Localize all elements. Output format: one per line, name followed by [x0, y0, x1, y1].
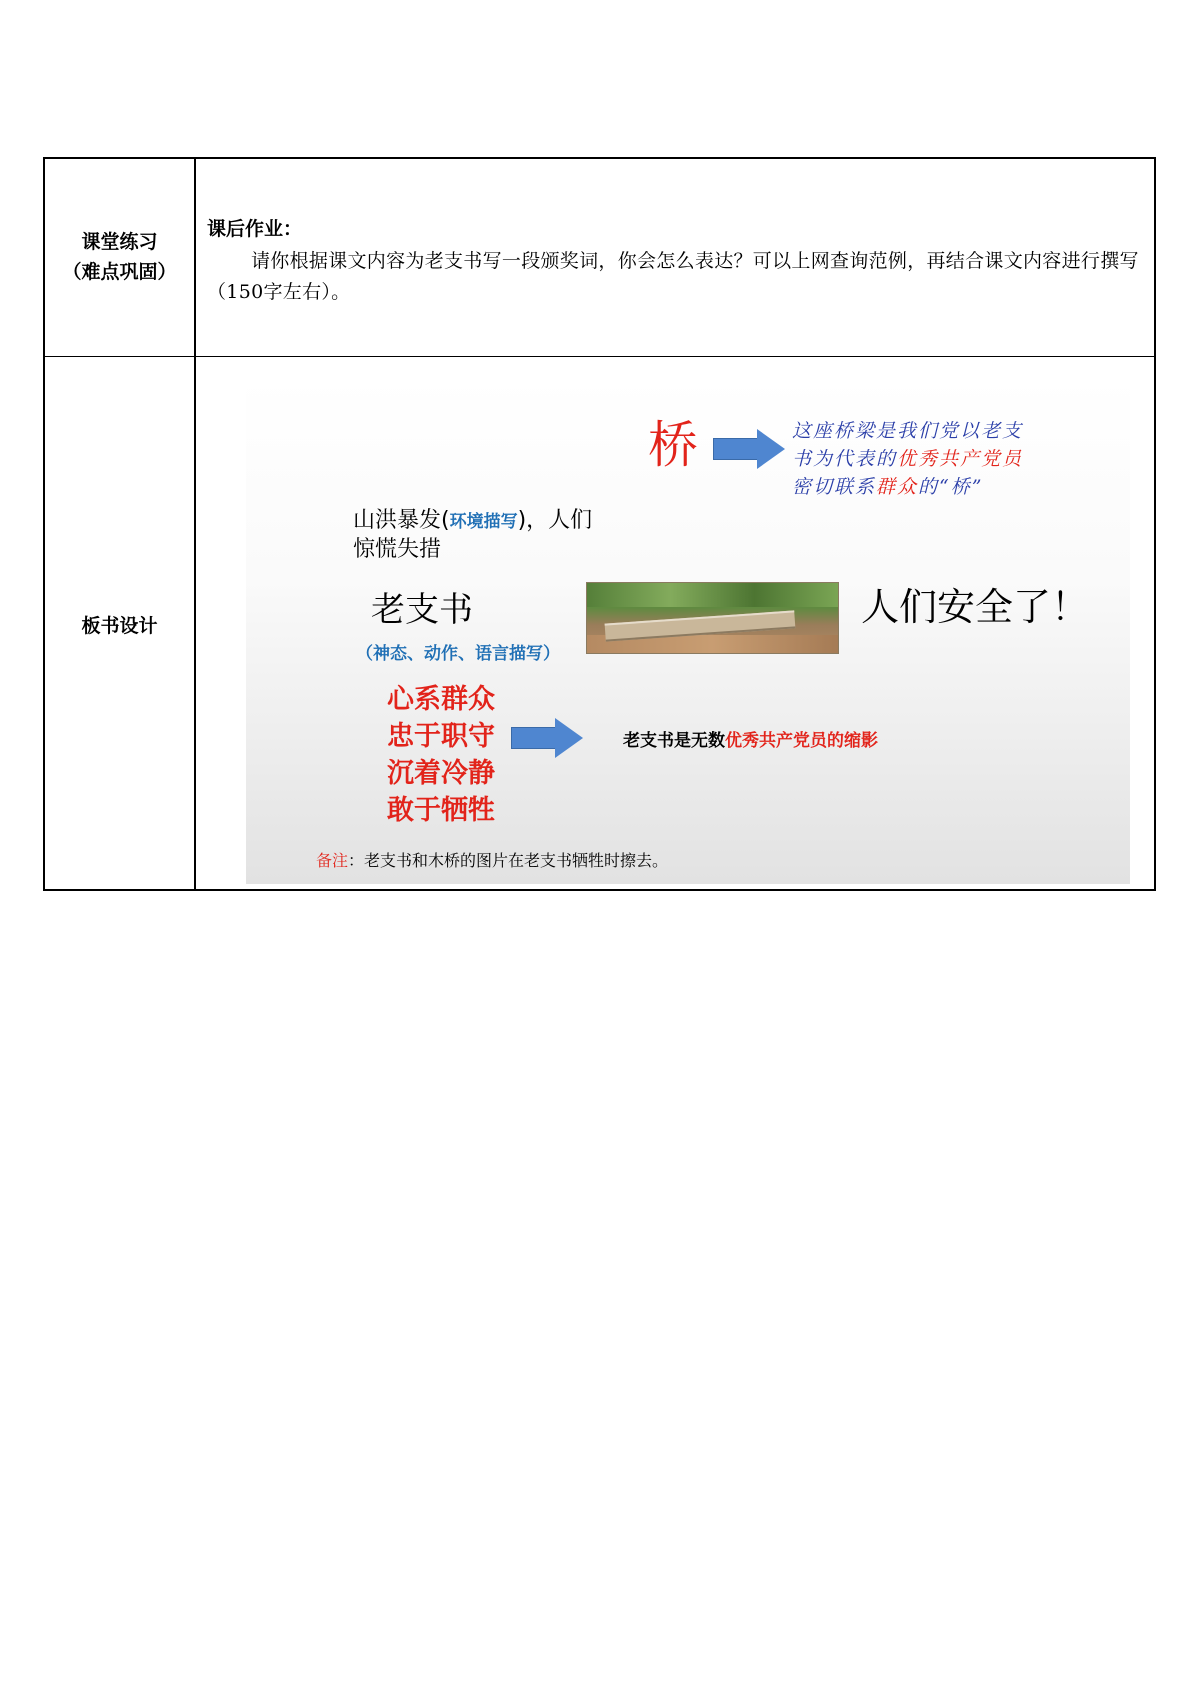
flood-desc: 环境描写: [449, 512, 518, 532]
bridge-desc-line3a: 密切联系: [792, 476, 877, 498]
row-label-line2: （难点巩固）: [62, 261, 177, 283]
people-safe-text: 人们安全了！: [861, 585, 1090, 629]
bridge-desc-line2b: 优秀共产党员: [897, 448, 1024, 470]
qualities-list: [387, 681, 495, 829]
summary-text-b: 优秀共产党员的缩影: [725, 731, 878, 751]
quality-item: 心系群众: [387, 684, 495, 715]
bridge-character: 桥: [648, 416, 698, 474]
flood-text-a: 山洪暴发(: [353, 508, 450, 533]
quality-item: 敢于牺牲: [387, 795, 495, 826]
flood-text: [353, 507, 592, 563]
column-divider: [194, 159, 196, 889]
wooden-bridge-image: [586, 582, 839, 654]
row-label-line1: 课堂练习: [81, 231, 158, 253]
bridge-desc-line1: 这座桥梁是我们党以老支: [792, 420, 1024, 442]
description-methods: （神态、动作、语言描写）: [356, 644, 560, 664]
row-label-exercise: [45, 227, 194, 287]
secretary-heading: 老支书: [371, 590, 473, 630]
row-divider: [45, 356, 1154, 357]
note-label: 备注: [316, 851, 349, 870]
flood-text-line2: 惊慌失措: [353, 537, 442, 562]
bridge-description: [792, 417, 1023, 501]
board-design-slide: [246, 377, 1130, 884]
note-text: [316, 848, 668, 871]
homework-body: 请你根据课文内容为老支书写一段颁奖词，你会怎么表达？可以上网查询范例，再结合课文内容进行撰写（150字左右）。: [207, 250, 1139, 303]
quality-item: 忠于职守: [387, 721, 495, 752]
bridge-desc-line3c: 的“桥”: [918, 476, 984, 498]
bridge-desc-line2a: 书为代表的: [792, 448, 898, 470]
row-label-board-design: 板书设计: [81, 615, 158, 637]
homework-title: 课后作业：: [207, 218, 303, 240]
quality-item: 沉着冷静: [387, 758, 495, 789]
bridge-desc-line3b: 群众: [876, 476, 919, 498]
arrow-right-icon: [713, 429, 785, 469]
flood-text-b: )，人们: [517, 508, 593, 533]
arrow-right-icon: [511, 718, 583, 758]
summary-text: [623, 726, 878, 751]
summary-text-a: 老支书是无数: [623, 731, 725, 751]
note-content: ：老支书和木桥的图片在老支书牺牲时擦去。: [348, 851, 669, 870]
